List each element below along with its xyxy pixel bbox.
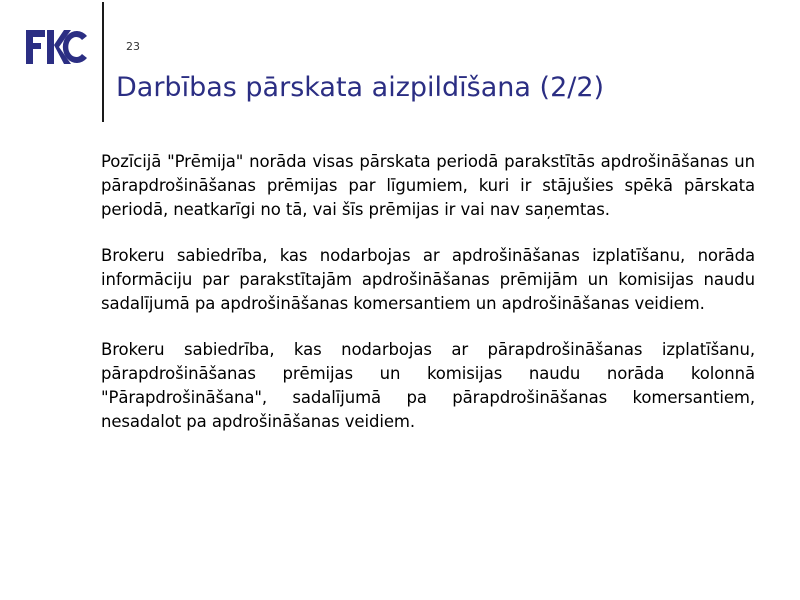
body-text: [101, 150, 755, 456]
paragraph-2: Brokeru sabiedrība, kas nodarbojas ar apdrošināšanas izplatīšanu, norāda informāciju par parakstītajām apdrošināšanas prēmijām un komisijas naudu sadalījumā pa apdrošināšanas komersantiem un apdrošināšanas veidiem.: [101, 246, 755, 313]
page-number: 23: [126, 40, 140, 53]
paragraph-1: Pozīcijā "Prēmija" norāda visas pārskata periodā parakstītās apdrošināšanas un pārapdrošināšanas prēmijas par līgumiem, kuri ir stājušies spēkā pārskata periodā, neatkarīgi no tā, vai šīs prēmijas ir vai nav saņemtas.: [101, 152, 755, 219]
paragraph-3: Brokeru sabiedrība, kas nodarbojas ar pārapdrošināšanas izplatīšanu, pārapdrošināšanas prēmijas un komisijas naudu norāda kolonnā "Pārapdrošināšana", sadalījumā pa pārapdrošināšanas komersantiem, nesadalot pa apdrošināšanas veidiem.: [101, 340, 755, 431]
header-divider: [102, 2, 104, 122]
fkc-logo-icon: [26, 28, 88, 66]
slide-title: Darbības pārskata aizpildīšana (2/2): [116, 72, 605, 103]
